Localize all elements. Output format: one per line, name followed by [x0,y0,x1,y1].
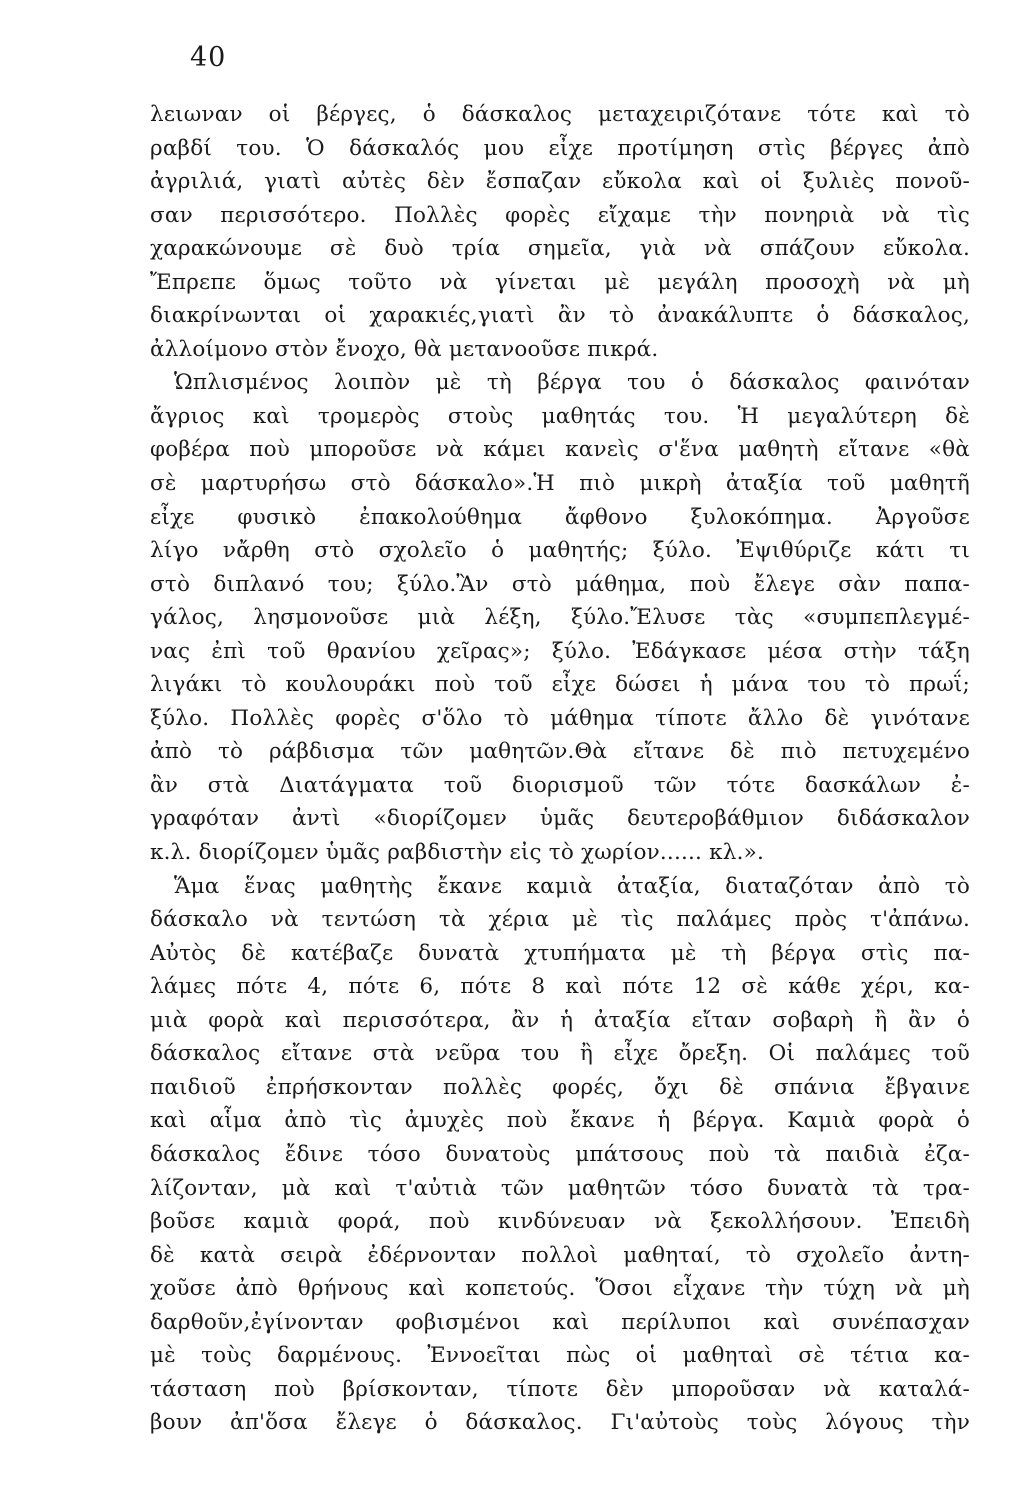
text-line: Ἅμα ἕνας μαθητὴς ἔκανε καμιὰ ἀταξία, διαταζόταν ἀπὸ τὸ [174,873,970,899]
text-line: τάσταση ποὺ βρίσκονταν, τίποτε δὲν μποροῦσαν νὰ καταλά- [150,1376,970,1402]
text-line: Ὡπλισμένος λοιπὸν μὲ τὴ βέργα του ὁ δάσκαλος φαινόταν [174,370,970,396]
text-line: δάσκαλος εἴτανε στὰ νεῦρα του ἢ εἶχε ὄρεξη. Οἱ παλάμες τοῦ [150,1041,970,1067]
text-line: δάσκαλο νὰ τεντώση τὰ χέρια μὲ τὶς παλάμες πρὸς τ'ἀπάνω. [150,907,970,933]
text-line: μὲ τοὺς δαρμένους. Ἐννοεῖται πὼς οἱ μαθηταὶ σὲ τέτια κα- [150,1343,970,1369]
text-line: ἄγριος καὶ τρομερὸς στοὺς μαθητάς του. Ἡ μεγαλύτερη δὲ [150,403,970,429]
text-line: δάσκαλος ἔδινε τόσο δυνατοὺς μπάτσους ποὺ τὰ παιδιὰ ἐζα- [150,1141,970,1167]
text-line: δὲ κατὰ σειρὰ ἐδέρνονταν πολλοὶ μαθηταί, τὸ σχολεῖο ἀντη- [150,1242,970,1268]
text-line: καὶ αἷμα ἀπὸ τὶς ἀμυχὲς ποὺ ἔκανε ἡ βέργα. Καμιὰ φορὰ ὁ [150,1108,970,1134]
text-line: βοῦσε καμιὰ φορά, ποὺ κινδύνευαν νὰ ξεκολλήσουν. Ἐπειδὴ [150,1209,970,1235]
text-line: ραβδί του. Ὁ δάσκαλός μου εἶχε προτίμηση στὶς βέργες ἀπὸ [150,135,970,161]
text-line: ἂν στὰ Διατάγματα τοῦ διορισμοῦ τῶν τότε δασκάλων ἐ- [150,772,970,798]
text-line: εἶχε φυσικὸ ἐπακολούθημα ἄφθονο ξυλοκόπημα. Ἀργοῦσε [150,504,970,530]
text-line: ἀπὸ τὸ ράβδισμα τῶν μαθητῶν.Θὰ εἴτανε δὲ πιὸ πετυχεμένο [150,739,970,765]
text-line: λιγάκι τὸ κουλουράκι ποὺ τοῦ εἶχε δώσει ἡ μάνα του τὸ πρωΐ; [150,672,970,698]
text-line: λίγο νἄρθη στὸ σχολεῖο ὁ μαθητής; ξύλο. Ἐψιθύριζε κάτι τι [150,538,970,564]
text-line: ἀλλοίμονο στὸν ἔνοχο, θὰ μετανοοῦσε πικρά. [150,336,659,362]
text-line: σὲ μαρτυρήσω στὸ δάσκαλο».Ἡ πιὸ μικρὴ ἀταξία τοῦ μαθητῆ [150,471,970,497]
text-line: χοῦσε ἀπὸ θρήνους καὶ κοπετούς. Ὅσοι εἶχανε τὴν τύχη νὰ μὴ [150,1276,970,1302]
text-line: παιδιοῦ ἐπρήσκονταν πολλὲς φορές, ὄχι δὲ σπάνια ἔβγαινε [150,1074,970,1100]
text-line: χαρακώνουμε σὲ δυὸ τρία σημεῖα, γιὰ νὰ σπάζουν εὔκολα. [150,236,970,262]
text-line: ἀγριλιά, γιατὶ αὐτὲς δὲν ἔσπαζαν εὔκολα καὶ οἱ ξυλιὲς πονοῦ- [150,169,970,195]
text-line: στὸ διπλανό του; ξύλο.Ἂν στὸ μάθημα, ποὺ ἔλεγε σὰν παπα- [150,571,970,597]
page-number: 40 [190,42,227,73]
text-line: βουν ἀπ'ὅσα ἔλεγε ὁ δάσκαλος. Γι'αὐτοὺς τοὺς λόγους τὴν [150,1410,970,1436]
text-line: λίζονταν, μὰ καὶ τ'αὐτιὰ τῶν μαθητῶν τόσο δυνατὰ τὰ τρα- [150,1175,970,1201]
text-line: λειωναν οἱ βέργες, ὁ δάσκαλος μεταχειριζότανε τότε καὶ τὸ [150,102,970,127]
text-line: μιὰ φορὰ καὶ περισσότερα, ἂν ἡ ἀταξία εἴταν σοβαρὴ ἢ ἂν ὁ [150,1007,970,1033]
text-line: Αὐτὸς δὲ κατέβαζε δυνατὰ χτυπήματα μὲ τὴ βέργα στὶς πα- [150,940,970,966]
text-line: Ἔπρεπε ὅμως τοῦτο νὰ γίνεται μὲ μεγάλη προσοχὴ νὰ μὴ [150,269,970,295]
text-line: γάλος, λησμονοῦσε μιὰ λέξη, ξύλο.Ἔλυσε τὰς «συμπεπλεγμέ- [150,605,970,631]
text-line: γραφόταν ἀντὶ «διορίζομεν ὑμᾶς δευτεροβάθμιον διδάσκαλον [150,806,970,832]
text-line: δαρθοῦν,ἐγίνονταν φοβισμένοι καὶ περίλυποι καὶ συνέπασχαν [150,1309,970,1335]
text-line: σαν περισσότερο. Πολλὲς φορὲς εἴχαμε τὴν πονηριὰ νὰ τὶς [150,202,970,228]
text-line: νας ἐπὶ τοῦ θρανίου χεῖρας»; ξύλο. Ἐδάγκασε μέσα στὴν τάξη [150,638,970,664]
text-line: κ.λ. διορίζομεν ὑμᾶς ραβδιστὴν εἰς τὸ χωρίον...... κλ.». [150,840,765,866]
text-line: λάμες πότε 4, πότε 6, πότε 8 καὶ πότε 12 σὲ κάθε χέρι, κα- [150,974,970,1000]
text-line: διακρίνωνται οἱ χαρακιές,γιατὶ ἂν τὸ ἀνακάλυπτε ὁ δάσκαλος, [150,303,970,329]
text-line: ξύλο. Πολλὲς φορὲς σ'ὅλο τὸ μάθημα τίποτε ἄλλο δὲ γινότανε [150,705,970,731]
text-line: φοβέρα ποὺ μποροῦσε νὰ κάμει κανεὶς σ'ἕνα μαθητὴ εἴτανε «θὰ [150,437,970,463]
body-text [150,98,970,1440]
